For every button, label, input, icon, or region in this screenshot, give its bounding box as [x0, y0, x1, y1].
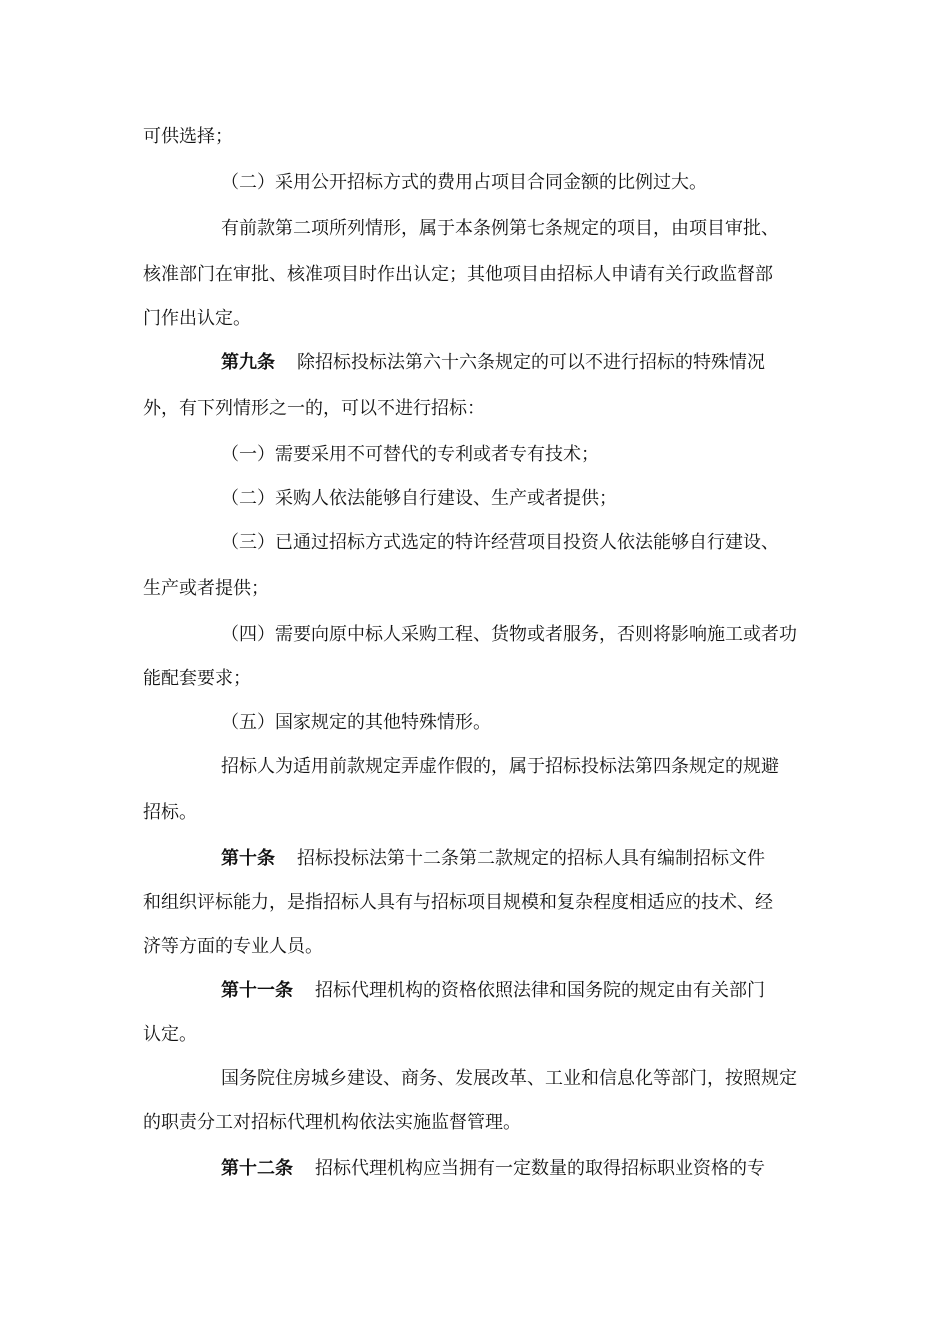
article-heading: 第十二条 [221, 1158, 293, 1179]
article-10-line [221, 846, 765, 872]
paragraph-line: 招标人为适用前款规定弄虚作假的，属于招标投标法第四条规定的规避 [221, 756, 779, 777]
paragraph-line: 有前款第二项所列情形，属于本条例第七条规定的项目，由项目审批、 [221, 218, 779, 239]
paragraph-line: 招标。 [143, 802, 197, 823]
paragraph-line: 外，有下列情形之一的，可以不进行招标： [143, 398, 485, 419]
list-item: （五）国家规定的其他特殊情形。 [221, 712, 491, 733]
paragraph-line: 生产或者提供； [143, 578, 269, 599]
paragraph-line: 核准部门在审批、核准项目时作出认定；其他项目由招标人申请有关行政监督部 [143, 264, 773, 285]
paragraph-line: 济等方面的专业人员。 [143, 936, 323, 957]
article-text: 除招标投标法第六十六条规定的可以不进行招标的特殊情况 [297, 352, 765, 373]
paragraph-line: 认定。 [143, 1024, 197, 1045]
article-heading: 第十一条 [221, 980, 293, 1001]
article-text: 招标投标法第十二条第二款规定的招标人具有编制招标文件 [297, 848, 765, 869]
article-11-line [221, 978, 765, 1004]
article-text: 招标代理机构的资格依照法律和国务院的规定由有关部门 [315, 980, 765, 1001]
list-item: （一）需要采用不可替代的专利或者专有技术； [221, 444, 599, 465]
paragraph-line: 和组织评标能力，是指招标人具有与招标项目规模和复杂程度相适应的技术、经 [143, 892, 773, 913]
paragraph-line: 可供选择； [143, 126, 233, 147]
article-heading: 第九条 [221, 352, 275, 373]
list-item: （三）已通过招标方式选定的特许经营项目投资人依法能够自行建设、 [221, 532, 779, 553]
article-heading: 第十条 [221, 848, 275, 869]
list-item: （二）采购人依法能够自行建设、生产或者提供； [221, 488, 617, 509]
paragraph-line: 的职责分工对招标代理机构依法实施监督管理。 [143, 1112, 521, 1133]
article-12-line [221, 1156, 765, 1182]
article-9-line [221, 350, 765, 376]
paragraph-line: （二）采用公开招标方式的费用占项目合同金额的比例过大。 [221, 172, 707, 193]
paragraph-line: 国务院住房城乡建设、商务、发展改革、工业和信息化等部门，按照规定 [221, 1068, 797, 1089]
list-item: （四）需要向原中标人采购工程、货物或者服务，否则将影响施工或者功 [221, 624, 797, 645]
paragraph-line: 能配套要求； [143, 668, 251, 689]
article-text: 招标代理机构应当拥有一定数量的取得招标职业资格的专 [315, 1158, 765, 1179]
paragraph-line: 门作出认定。 [143, 308, 251, 329]
